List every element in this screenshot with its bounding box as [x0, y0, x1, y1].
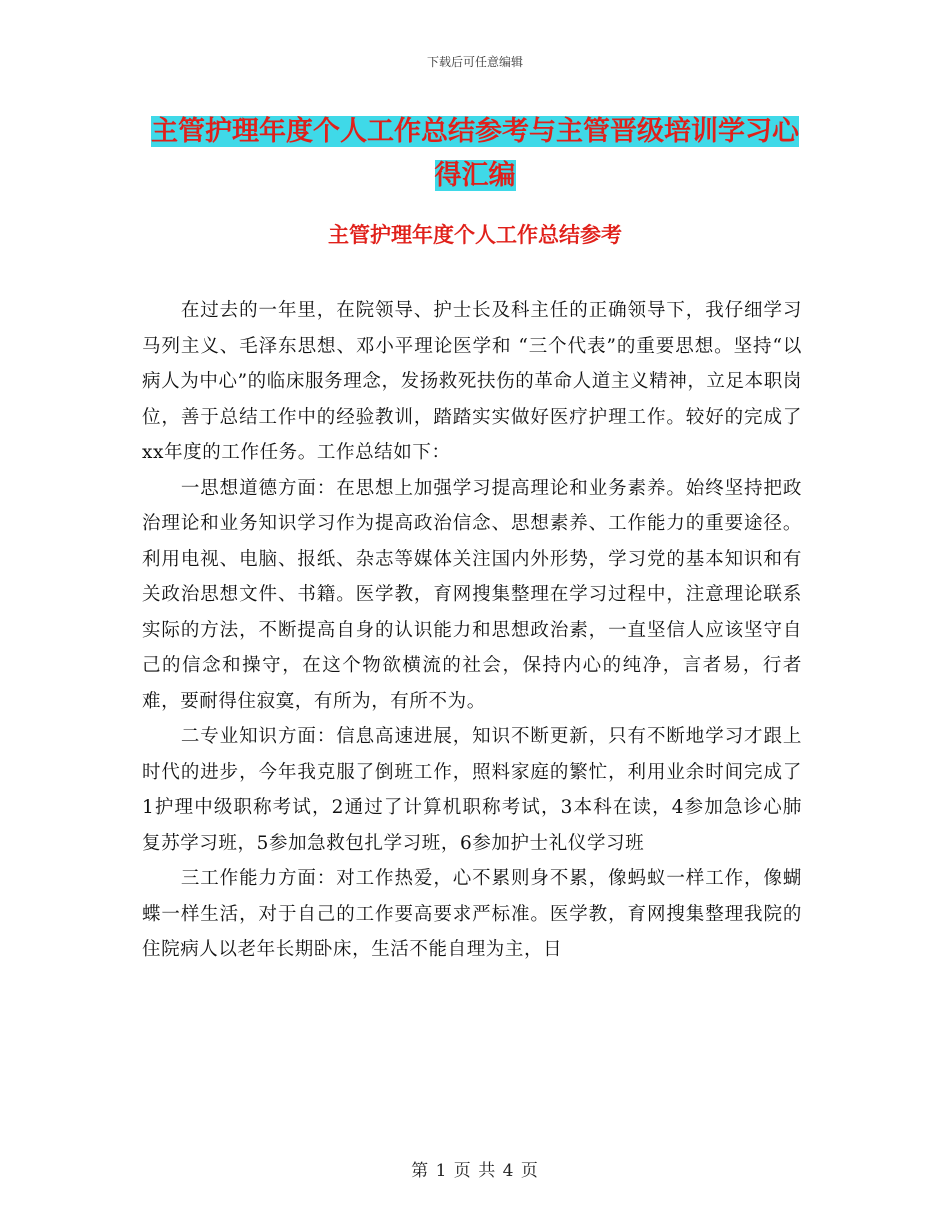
page-number: 第 1 页 共 4 页 [411, 1161, 539, 1181]
paragraph-ideology: 一思想道德方面：在思想上加强学习提高理论和业务素养。始终坚持把政治理论和业务知识学习作为提高政治信念、思想素养、工作能力的重要途径。利用电视、电脑、报纸、杂志等媒体关注国内外形势，学习党的基本知识和有关政治思想文件、书籍。医学教，育网搜集整理在学习过程中，注意理论联系实际的方法，不断提高自身的认识能力和思想政治素，一直坚信人应该坚守自己的信念和操守，在这个物欲横流的社会，保持内心的纯净，言者易，行者难，要耐得住寂寞，有所为，有所不为。 [142, 477, 802, 712]
document-body [142, 293, 802, 968]
document-title [140, 110, 810, 198]
paragraph-professional-knowledge: 二专业知识方面：信息高速进展，知识不断更新，只有不断地学习才跟上时代的进步，今年我克服了倒班工作，照料家庭的繁忙，利用业余时间完成了1护理中级职称考试，2通过了计算机职称考试，3本科在读，4参加急诊心肺复苏学习班，5参加急救包扎学习班，6参加护士礼仪学习班 [142, 726, 802, 854]
document-title-text: 主管护理年度个人工作总结参考与主管晋级培训学习心得汇编 [151, 116, 799, 191]
section-title: 主管护理年度个人工作总结参考 [328, 223, 622, 247]
paragraph-work-ability: 三工作能力方面：对工作热爱，心不累则身不累，像蚂蚁一样工作，像蝴蝶一样生活，对于自己的工作要高要求严标准。医学教，育网搜集整理我院的住院病人以老年长期卧床，生活不能自理为主，日 [142, 868, 802, 960]
header-note: 下载后可任意编辑 [426, 55, 523, 69]
paragraph-intro: 在过去的一年里，在院领导、护士长及科主任的正确领导下，我仔细学习马列主义、毛泽东思想、邓小平理论医学和 “三个代表”的重要思想。坚持“以病人为中心”的临床服务理念，发扬救死扶伤的革命人道主义精神，立足本职岗位，善于总结工作中的经验教训，踏踏实实做好医疗护理工作。较好的完成了xx年度的工作任务。工作总结如下： [142, 300, 802, 463]
